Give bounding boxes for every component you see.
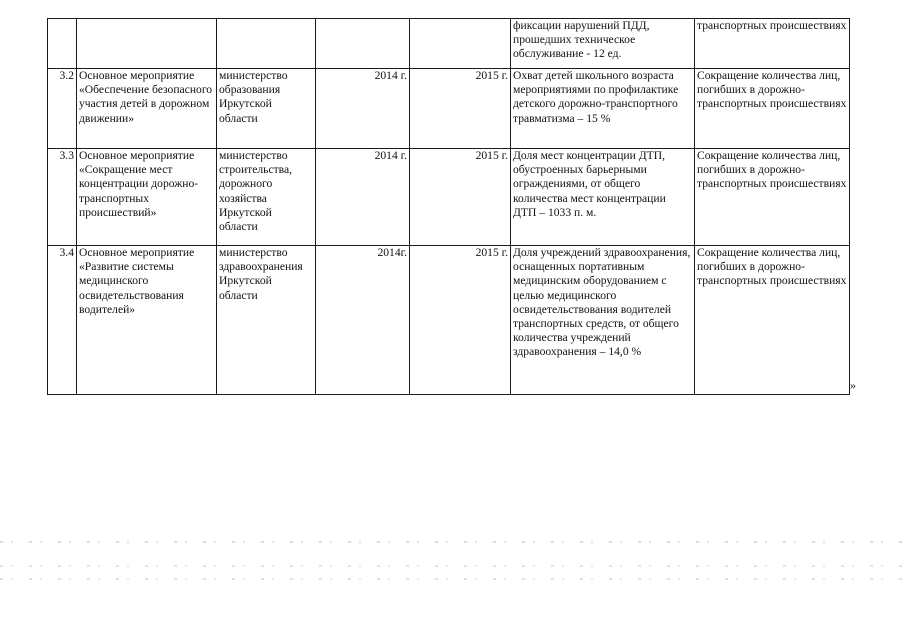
cell-start: 2014 г. [316,149,410,246]
cell-number [48,19,77,69]
cell-start: 2014г. [316,246,410,395]
table-row [48,69,850,149]
table-row-continuation [48,19,850,69]
closing-quote: » [850,378,856,392]
cell-executor: министерство строительства, дорожного хозяйства Иркутской области [217,149,316,246]
cell-executor: министерство образования Иркутской области [217,69,316,149]
cell-number: 3.4 [48,246,77,395]
scan-artifact-line [0,578,905,580]
cell-result: Сокращение количества лиц, погибших в дорожно-транспортных происшествиях [695,246,850,395]
measures-table [47,18,850,395]
cell-end: 2015 г. [410,246,511,395]
cell-indicator: Охват детей школьного возраста мероприятиями по профилактике детского дорожно-транспортного травматизма – 15 % [511,69,695,149]
scan-artifact-line [0,565,905,567]
cell-result: Сокращение количества лиц, погибших в дорожно-транспортных происшествиях [695,69,850,149]
cell-indicator: фиксации нарушений ПДД, прошедших техническое обслуживание - 12 ед. [511,19,695,69]
cell-activity: Основное мероприятие «Сокращение мест концентрации дорожно-транспортных происшествий» [77,149,217,246]
cell-result: транспортных происшествиях [695,19,850,69]
table-row [48,149,850,246]
cell-activity [77,19,217,69]
cell-number: 3.3 [48,149,77,246]
scan-artifact-line [0,541,905,543]
cell-end: 2015 г. [410,149,511,246]
table-row [48,246,850,395]
cell-end: 2015 г. [410,69,511,149]
cell-indicator: Доля учреждений здравоохранения, оснащенных портативным медицинским оборудованием с целью медицинского освидетельствования водителей транспортных средств, от общего количества учреждений здравоохранения – 14,0 % [511,246,695,395]
cell-start [316,19,410,69]
cell-executor [217,19,316,69]
cell-result: Сокращение количества лиц, погибших в дорожно-транспортных происшествиях [695,149,850,246]
cell-number: 3.2 [48,69,77,149]
cell-executor: министерство здравоохранения Иркутской области [217,246,316,395]
cell-end [410,19,511,69]
cell-indicator: Доля мест концентрации ДТП, обустроенных барьерными ограждениями, от общего количества мест концентрации ДТП – 1033 п. м. [511,149,695,246]
cell-activity: Основное мероприятие «Обеспечение безопасного участия детей в дорожном движении» [77,69,217,149]
cell-activity: Основное мероприятие «Развитие системы медицинского освидетельствования водителей» [77,246,217,395]
cell-start: 2014 г. [316,69,410,149]
